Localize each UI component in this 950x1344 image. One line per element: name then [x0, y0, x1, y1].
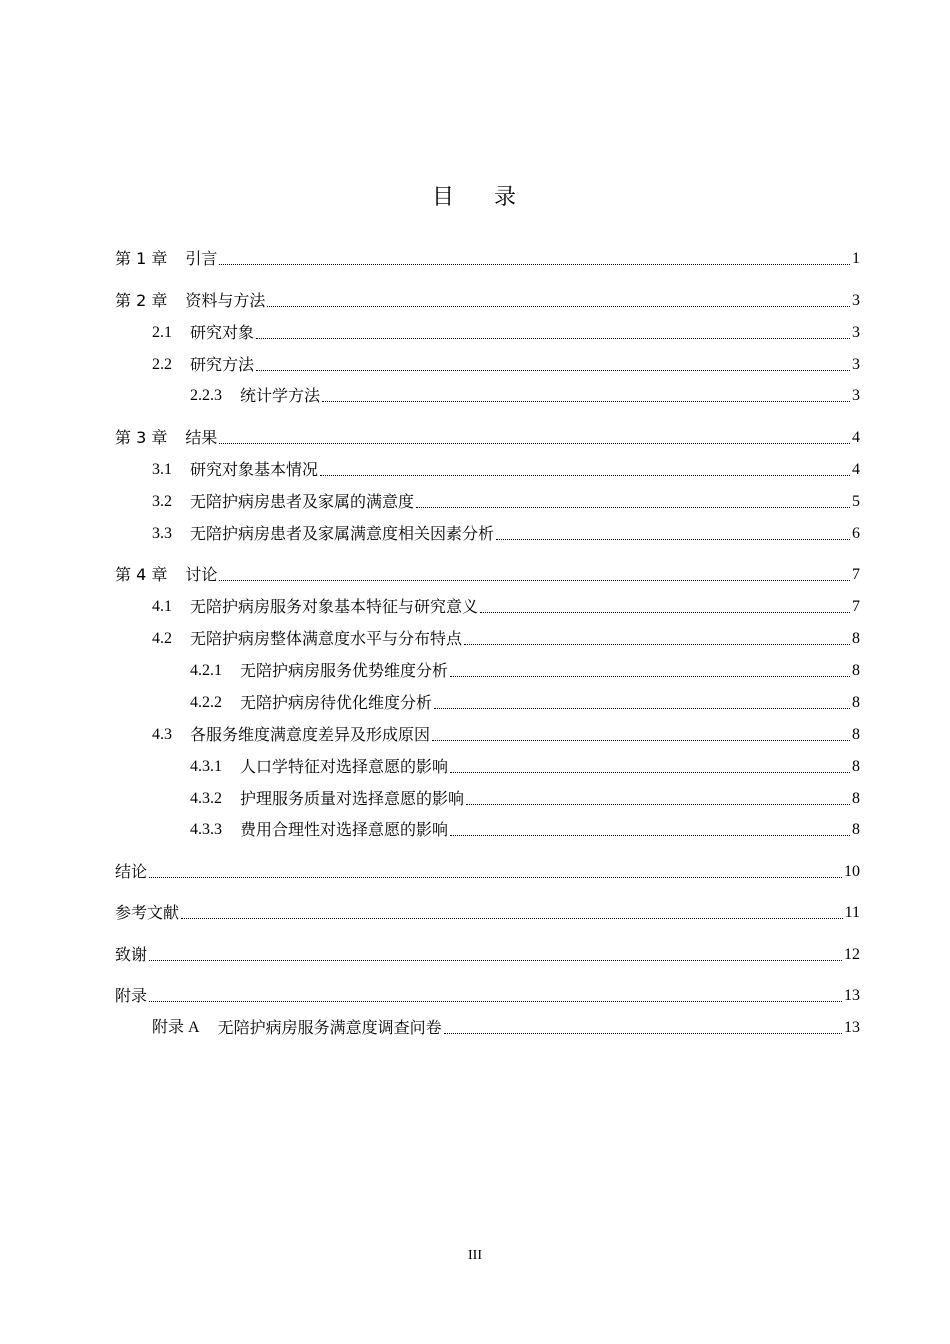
toc-entry-page: 6 — [852, 525, 860, 542]
toc-entry-page: 4 — [852, 429, 860, 446]
toc-entry-label: 讨论 — [185, 565, 218, 584]
toc-entry-label: 研究方法 — [190, 355, 255, 374]
toc-entry[interactable] — [115, 425, 860, 449]
toc-entry-label: 结论 — [115, 862, 148, 881]
toc-entry-page: 13 — [844, 1019, 860, 1036]
toc-dot-leader — [181, 918, 843, 919]
toc-entry-label: 资料与方法 — [185, 291, 266, 310]
toc-entry-number: 4.2.1 — [190, 662, 222, 679]
toc-entry-page: 7 — [852, 598, 860, 615]
toc-entry[interactable] — [115, 288, 860, 312]
toc-entry-number: 2.2.3 — [190, 387, 222, 404]
toc-entry-number: 3.3 — [152, 525, 172, 542]
toc-entry-number: 4.2.2 — [190, 694, 222, 711]
toc-dot-leader — [219, 264, 850, 265]
toc-entry[interactable] — [152, 626, 860, 650]
toc-entry-number: 4.3.1 — [190, 758, 222, 775]
toc-dot-leader — [466, 804, 850, 805]
toc-entry-label: 无陪护病房患者及家属的满意度 — [190, 492, 415, 511]
toc-entry-label: 研究对象基本情况 — [190, 460, 319, 479]
toc-entry-page: 8 — [852, 630, 860, 647]
toc-dot-leader — [320, 475, 850, 476]
toc-entry-label: 人口学特征对选择意愿的影响 — [240, 757, 449, 776]
toc-entry-label: 无陪护病房患者及家属满意度相关因素分析 — [190, 524, 495, 543]
toc-entry-page: 3 — [852, 356, 860, 373]
toc-entry-label: 费用合理性对选择意愿的影响 — [240, 820, 449, 839]
toc-entry-label: 引言 — [185, 249, 218, 268]
toc-entry-page: 12 — [844, 946, 860, 963]
toc-entry-page: 13 — [844, 987, 860, 1004]
toc-entry-page: 3 — [852, 387, 860, 404]
toc-dot-leader — [444, 1033, 842, 1034]
toc-entry[interactable] — [190, 690, 860, 714]
toc-entry-page: 8 — [852, 790, 860, 807]
title-right-char: 录 — [494, 185, 519, 210]
toc-dot-leader — [450, 835, 850, 836]
toc-entry[interactable] — [190, 786, 860, 810]
toc-dot-leader — [434, 708, 850, 709]
toc-entry-label: 无陪护病房服务满意度调查问卷 — [217, 1018, 442, 1037]
toc-entry[interactable] — [152, 594, 860, 618]
toc-entry-number: 2.2 — [152, 356, 172, 373]
toc-entry-page: 1 — [852, 250, 860, 267]
toc-entry-page: 4 — [852, 461, 860, 478]
toc-entry-page: 3 — [852, 324, 860, 341]
toc-dot-leader — [322, 401, 850, 402]
toc-entry-number: 3.2 — [152, 493, 172, 510]
toc-entry-page: 7 — [852, 566, 860, 583]
toc-dot-leader — [480, 612, 850, 613]
toc-entry-number: 4.1 — [152, 598, 172, 615]
toc-dot-leader — [432, 740, 850, 741]
toc-entry[interactable] — [115, 562, 860, 586]
toc-entry-label: 致谢 — [115, 945, 148, 964]
toc-dot-leader — [149, 960, 842, 961]
title-left-char: 目 — [431, 185, 456, 210]
toc-entry-label: 无陪护病房服务对象基本特征与研究意义 — [190, 597, 479, 616]
toc-entry-page: 8 — [852, 726, 860, 743]
toc-entry[interactable] — [190, 817, 860, 841]
toc-dot-leader — [256, 370, 850, 371]
toc-entry-number: 2.1 — [152, 324, 172, 341]
toc-entry-page: 10 — [844, 863, 860, 880]
toc-entry-label: 各服务维度满意度差异及形成原因 — [190, 725, 431, 744]
toc-dot-leader — [267, 306, 850, 307]
toc-dot-leader — [464, 644, 850, 645]
toc-entry-label: 统计学方法 — [240, 386, 321, 405]
toc-entry[interactable] — [152, 352, 860, 376]
toc-entry-number: 3.1 — [152, 461, 172, 478]
toc-entry-label: 结果 — [185, 428, 218, 447]
page-title — [0, 180, 950, 211]
toc-dot-leader — [219, 443, 850, 444]
toc-entry-label: 参考文献 — [115, 903, 180, 922]
toc-dot-leader — [416, 507, 850, 508]
toc-entry-page: 11 — [844, 904, 860, 921]
toc-entry-number: 第 4 章 — [115, 565, 168, 584]
toc-entry-label: 附录 — [115, 986, 148, 1005]
toc-entry-label: 研究对象 — [190, 323, 255, 342]
toc-dot-leader — [219, 580, 850, 581]
toc-entry-page: 8 — [852, 694, 860, 711]
toc-entry[interactable] — [115, 246, 860, 270]
toc-entry-number: 第 3 章 — [115, 428, 168, 447]
toc-entry-number: 4.3 — [152, 726, 172, 743]
toc-entry-label: 无陪护病房整体满意度水平与分布特点 — [190, 629, 463, 648]
toc-entry-page: 8 — [852, 821, 860, 838]
toc-entry-page: 8 — [852, 758, 860, 775]
toc-entry-number: 4.3.3 — [190, 821, 222, 838]
toc-entry[interactable] — [190, 754, 860, 778]
toc-entry[interactable] — [152, 489, 860, 513]
toc-entry-page: 3 — [852, 292, 860, 309]
toc-entry[interactable] — [152, 1015, 860, 1039]
toc-dot-leader — [450, 772, 850, 773]
toc-entry-number: 4.3.2 — [190, 790, 222, 807]
toc-entry[interactable] — [152, 457, 860, 481]
toc-entry-label: 无陪护病房待优化维度分析 — [240, 693, 433, 712]
page-number-footer: III — [468, 1248, 482, 1263]
toc-entry[interactable] — [115, 900, 860, 924]
toc-entry[interactable] — [115, 983, 860, 1007]
toc-entry[interactable] — [190, 658, 860, 682]
toc-entry-number: 第 1 章 — [115, 249, 168, 268]
toc-dot-leader — [450, 676, 850, 677]
toc-entry-page: 8 — [852, 662, 860, 679]
toc-entry[interactable] — [190, 383, 860, 407]
toc-entry[interactable] — [152, 521, 860, 545]
toc-dot-leader — [149, 1001, 842, 1002]
toc-dot-leader — [256, 338, 850, 339]
toc-entry-number: 第 2 章 — [115, 291, 168, 310]
toc-entry[interactable] — [115, 859, 860, 883]
toc-entry[interactable] — [152, 722, 860, 746]
toc-entry-label: 无陪护病房服务优势维度分析 — [240, 661, 449, 680]
toc-entry-page: 5 — [852, 493, 860, 510]
toc-entry-label: 护理服务质量对选择意愿的影响 — [240, 789, 465, 808]
toc-dot-leader — [496, 539, 850, 540]
toc-entry[interactable] — [115, 942, 860, 966]
toc-entry[interactable] — [152, 320, 860, 344]
toc-entry-number: 4.2 — [152, 630, 172, 647]
toc-dot-leader — [149, 877, 842, 878]
toc-entry-number: 附录 A — [152, 1019, 200, 1036]
